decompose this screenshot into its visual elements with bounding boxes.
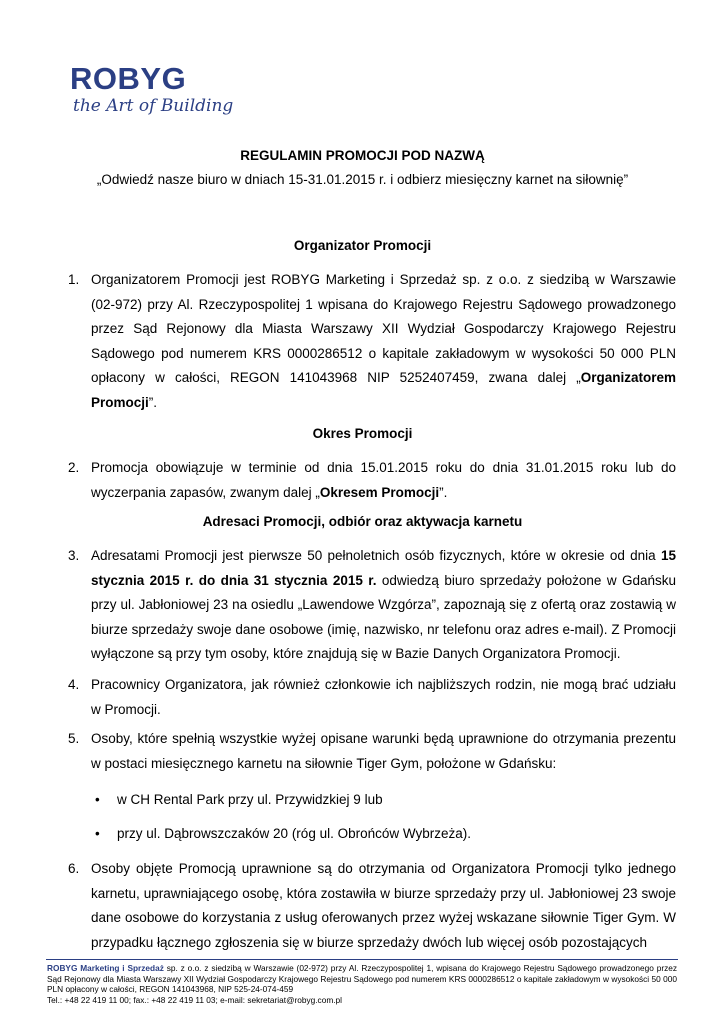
item-text-part: Promocja obowiązuje w terminie od dnia 15.01.2015 roku do dnia 31.01.2015 roku lub do wyczerpania zapasów, zwanym dalej „: [91, 460, 676, 500]
item-text: [91, 544, 676, 667]
item-text: Pracownicy Organizatora, jak również członkowie ich najbliższych rodzin, nie mogą brać udziału w Promocji.: [91, 677, 676, 717]
bullet-icon: •: [95, 826, 100, 841]
item-number: 1.: [68, 272, 80, 287]
item-number: 4.: [68, 677, 80, 692]
bullet-text: w CH Rental Park przy ul. Przywidzkiej 9 lub: [117, 792, 383, 807]
bullet-item: [95, 790, 675, 810]
section-heading-addressees: Adresaci Promocji, odbiór oraz aktywacja karnetu: [202, 514, 523, 529]
robyg-logo: [70, 61, 234, 140]
list-item: [68, 727, 676, 776]
list-item: [68, 268, 676, 416]
item-text-bold: Organizatorem Promocji: [91, 370, 676, 410]
item-text: [91, 456, 676, 505]
logo-tagline: the Art of Building: [73, 96, 234, 116]
bullet-item: [95, 824, 675, 844]
item-number: 2.: [68, 460, 80, 475]
footer-contact: Tel.: +48 22 419 11 00; fax.: +48 22 419 11 03; e-mail: sekretariat@robyg.com.pl: [47, 994, 342, 1005]
list-item: [68, 857, 676, 955]
list-item: [68, 544, 676, 667]
footer: [47, 963, 677, 1005]
item-text-end: ”.: [148, 394, 158, 410]
list-item: [68, 456, 676, 505]
item-number: 3.: [68, 548, 80, 563]
item-text-bold: Okresem Promocji: [319, 484, 440, 500]
item-number: 5.: [68, 731, 80, 746]
footer-divider: [46, 959, 678, 960]
item-text-end: odwiedzą biuro sprzedaży położone w Gdańsku przy ul. Jabłoniowej 23 na osiedlu „Lawendowe Wzgórza”, zapoznają się z ofertą oraz zostawią w biurze sprzedaży swoje dane osobowe (imię, nazwisko, nr telefonu oraz adres e-mail). Z Promocji wyłączone są przy tym osoby, które znajdują się w Bazie Danych Organizatora Promocji.: [91, 572, 676, 662]
document-title: REGULAMIN PROMOCJI POD NAZWĄ: [240, 148, 485, 163]
item-text-part: Adresatami Promocji jest pierwsze 50 pełnoletnich osób fizycznych, które w okresie od dnia: [91, 548, 661, 563]
logo-brand: ROBYG: [70, 61, 187, 96]
item-text-bold: 15 stycznia 2015 r. do dnia 31 stycznia 2015 r.: [91, 548, 676, 588]
bullet-icon: •: [95, 792, 100, 807]
item-text: Osoby objęte Promocją uprawnione są do otrzymania od Organizatora Promocji tylko jednego karnetu, uprawniającego osobę, która zostawiła w biurze sprzedaży przy ul. Jabłoniowej 23 swoje dane osobowe do korzystania z usług oferowanych przez wyżej wskazane siłownie Tiger Gym. W przypadku łącznego zgłoszenia się w biurze sprzedaży dwóch lub więcej osób pozostających: [91, 861, 676, 950]
footer-company: ROBYG Marketing i Sprzedaż: [47, 963, 164, 973]
footer-text: sp. z o.o. z siedzibą w Warszawie (02-972) przy Al. Rzeczypospolitej 1, wpisana do Krajowego Rejestru Sądowego prowadzonego przez Sąd Rejonowy dla Miasta Warszawy XII Wydział Gospodarczy Krajowego Rejestru Sądowego pod numerem KRS 0000286512 o kapitale zakładowym w wysokości 50 000 PLN opłacony w całości, REGON 141043968, NIP 525-24-074-459: [47, 963, 677, 995]
item-number: 6.: [68, 861, 80, 876]
item-text: [91, 268, 676, 416]
item-text: Osoby, które spełnią wszystkie wyżej opisane warunki będą uprawnione do otrzymania prezentu w postaci miesięcznego karnetu na siłownie Tiger Gym, położone w Gdańsku:: [91, 731, 676, 771]
item-text-part: Organizatorem Promocji jest ROBYG Marketing i Sprzedaż sp. z o.o. z siedzibą w Warszawie (02-972) przy Al. Rzeczypospolitej 1 wpisana do Krajowego Rejestru Sądowego prowadzonego przez Sąd Rejonowy dla Miasta Warszawy XII Wydział Gospodarczy Krajowego Rejestru Sądowego pod numerem KRS 0000286512 o kapitale zakładowym w wysokości 50 000 PLN opłacony w całości, REGON 141043968 NIP 5252407459, zwana dalej „: [91, 272, 676, 386]
list-item: [68, 673, 676, 722]
item-text-end: ”.: [439, 484, 448, 500]
section-heading-period: Okres Promocji: [312, 426, 413, 441]
document-subtitle: „Odwiedź nasze biuro w dniach 15-31.01.2015 r. i odbierz miesięczny karnet na siłownię”: [96, 172, 629, 187]
bullet-text: przy ul. Dąbrowszczaków 20 (róg ul. Obrońców Wybrzeża).: [117, 826, 471, 841]
section-heading-organizer: Organizator Promocji: [293, 238, 432, 253]
